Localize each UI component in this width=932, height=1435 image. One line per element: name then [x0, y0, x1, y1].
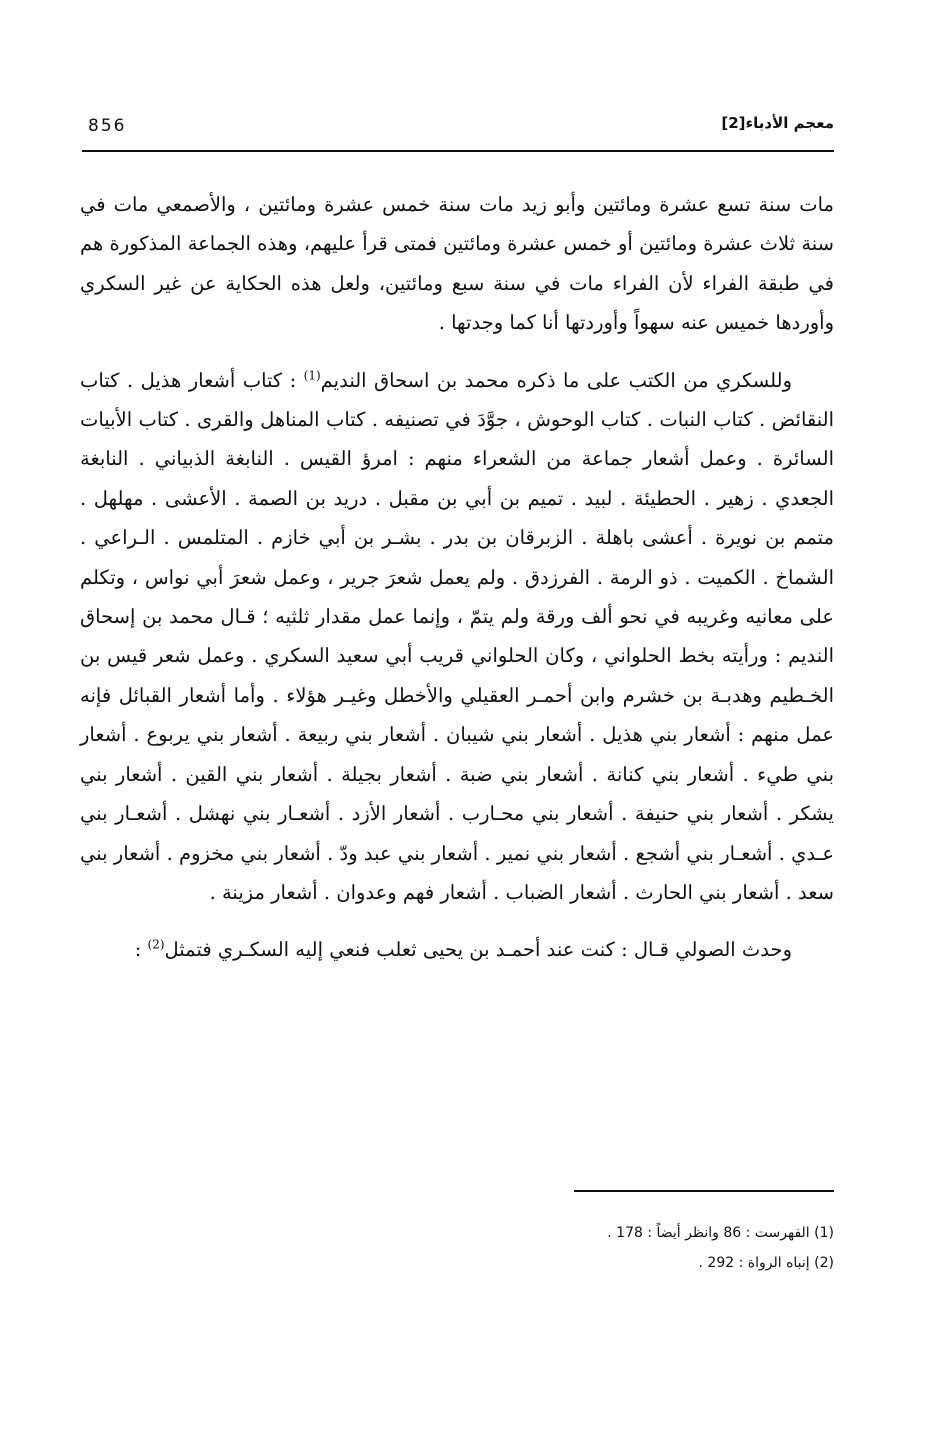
paragraph-2-text-before-ref: وللسكري من الكتب على ما ذكره محمد بن اسحاق النديم — [320, 368, 792, 392]
footnote-2: (2) إنباه الرواة : 292 . — [698, 1255, 834, 1271]
footnote-rule — [574, 1190, 834, 1192]
paragraph-3-text-after-ref: : — [134, 938, 148, 962]
main-text — [80, 185, 834, 970]
header-rule — [82, 150, 834, 152]
page-header — [82, 112, 834, 148]
footnotes — [300, 1218, 834, 1278]
paragraph-1 — [80, 185, 834, 343]
footnote-1: (1) الفهرست : 86 وانظر أيضاً : 178 . — [607, 1225, 834, 1241]
paragraph-1-text: مات سنة تسع عشرة ومائتين وأبو زيد مات سنة خمس عشرة ومائتين ، والأصمعي مات في سنة ثلاث عشرة ومائتين أو خمس عشرة ومائتين فمتى قرأ عليهم، وهذه الجماعة المذكورة هم في طبقة الفراء لأن الفراء مات في سنة سبع ومائتين، ولعل هذه الحكاية عن غير السكري وأوردها خميس عنه سهواً وأوردتها أنا كما وجدتها . — [80, 193, 834, 335]
paragraph-2-text-after-ref: : كتاب أشعار هذيل . كتاب النقائض . كتاب النبات . كتاب الوحوش ، جوَّدَ في تصنيفه . كتاب المناهل والقرى . كتاب الأبيات السائرة . وعمل أشعار جماعة من الشعراء منهم : امرؤ القيس . النابغة الذبياني . النابغة الجعدي . زهير . الحطيئة . لبيد . تميم بن أبي بن مقبل . دريد بن الصمة . الأعشى . مهلهل . متمم بن نويرة . أعشى باهلة . الزبرقان بن بدر . بشـر بن أبي خازم . المتلمس . الـراعي . الشماخ . الكميت . ذو الرمة . الفرزدق . ولم يعمل شعرَ جرير ، وعمل شعرَ أبي نواس ، وتكلم على معانيه وغريبه في نحو ألف ورقة ولم يتمّ ، وإنما عمل مقدار ثلثيه ؛ قـال محمد بن إسحاق النديم : ورأيته بخط الحلواني ، وكان الحلواني قريب أبي سعيد السكري . وعمل شعر قيس بن الخـطيم وهدبـة بن خشرم وابن أحمـر العقيلي والأخطل وغيـر هؤلاء . وأما أشعار القبائل فإنه عمل منهم : أشعار بني هذيل . أشعار بني شيبان . أشعار بني ربيعة . أشعار بني يربوع . أشعار بني طيء . أشعار بني كنانة . أشعار بني ضبة . أشعار بجيلة . أشعار بني القين . أشعار بني يشكر . أشعار بني حنيفة . أشعار بني محـارب . أشعار الأزد . أشعـار بني نهشل . أشعـار بني عـدي . أشعـار بني أشجع . أشعار بني نمير . أشعار بني عبد ودّ . أشعار بني مخزوم . أشعار بني سعد . أشعار بني الحارث . أشعار الضباب . أشعار فهم وعدوان . أشعار مزينة . — [80, 368, 834, 904]
running-title: معجم الأدباء[2] — [721, 114, 834, 132]
page-number: 856 — [88, 116, 127, 136]
footnote-ref-2[interactable]: (2) — [147, 937, 165, 952]
paragraph-3 — [80, 930, 834, 969]
paragraph-3-text-before-ref: وحدث الصولي قـال : كنت عند أحمـد بن يحيى ثعلب فنعي إليه السكـري فتمثل — [164, 938, 792, 962]
footnote-ref-1[interactable]: (1) — [303, 368, 321, 383]
paragraph-2 — [80, 361, 834, 913]
